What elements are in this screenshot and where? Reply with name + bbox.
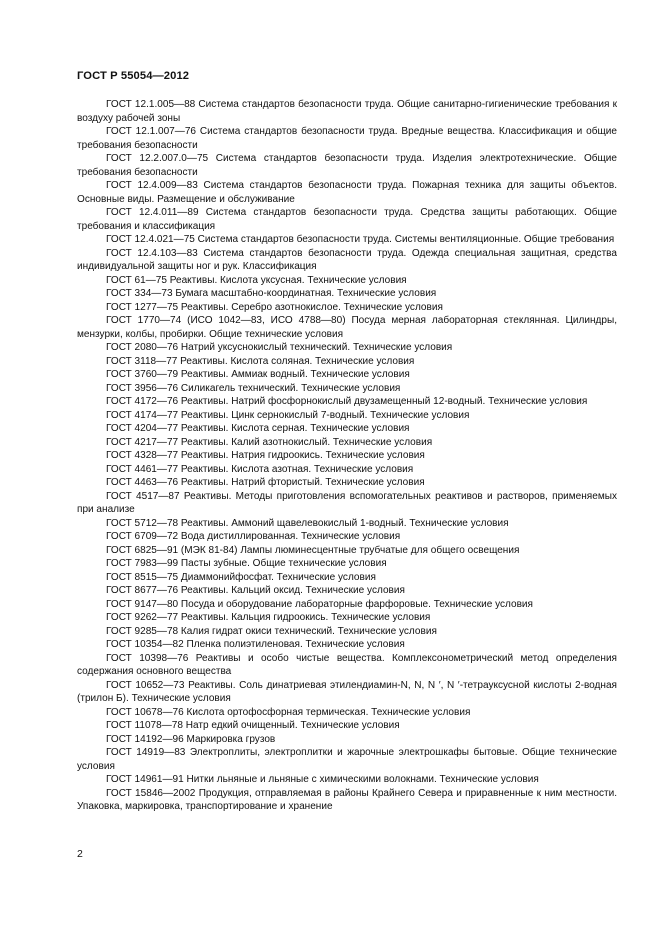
reference-item: ГОСТ 3956—76 Силикагель технический. Технические условия — [106, 382, 401, 394]
reference-item: ГОСТ 4461—77 Реактивы. Кислота азотная. Технические условия — [106, 463, 414, 475]
reference-item: ГОСТ 61—75 Реактивы. Кислота уксусная. Технические условия — [106, 274, 407, 286]
reference-item: ГОСТ 9262—77 Реактивы. Кальция гидроокись. Технические условия — [106, 612, 431, 623]
reference-item: ГОСТ 8515—75 Диаммонийфосфат. Технические условия — [106, 571, 376, 583]
page-number: 2 — [77, 848, 83, 860]
reference-item: ГОСТ 1277—75 Реактивы. Серебро азотнокислое. Технические условия — [106, 301, 443, 313]
reference-item: ГОСТ 5712—78 Реактивы. Аммоний щавелевокислый 1-водный. Технические условия — [106, 517, 509, 529]
reference-item: ГОСТ 12.4.021—75 Система стандартов безопасности труда. Системы вентиляционные. Общие требования — [106, 234, 615, 245]
reference-item: ГОСТ 4517—87 Реактивы. Методы приготовления вспомогательных реактивов и растворов, применяемых при анализе — [77, 490, 617, 515]
reference-item: ГОСТ 10398—76 Реактивы и особо чистые вещества. Комплексонометрический метод определения содержания основного вещества — [77, 652, 617, 677]
reference-item: ГОСТ 14192—96 Маркировка грузов — [106, 733, 276, 745]
reference-item: ГОСТ 14961—91 Нитки льняные и льняные с химическими волокнами. Технические условия — [106, 774, 539, 785]
reference-item: ГОСТ 15846—2002 Продукция, отправляемая в районы Крайнего Севера и приравненные к ним местности. Упаковка, маркировка, транспортирование и хранение — [77, 787, 617, 812]
reference-item: ГОСТ 9147—80 Посуда и оборудование лабораторные фарфоровые. Технические условия — [106, 598, 533, 610]
reference-item: ГОСТ 6709—72 Вода дистиллированная. Технические условия — [106, 531, 401, 542]
reference-item: ГОСТ 12.4.103—83 Система стандартов безопасности труда. Одежда специальная защитная, средства индивидуальной защиты ног и рук. Классификация — [77, 247, 617, 272]
reference-item: ГОСТ 6825—91 (МЭК 81-84) Лампы люминесцентные трубчатые для общего освещения — [106, 544, 520, 556]
reference-item: ГОСТ 3760—79 Реактивы. Аммиак водный. Технические условия — [106, 369, 410, 380]
reference-item: ГОСТ 4204—77 Реактивы. Кислота серная. Технические условия — [106, 423, 410, 434]
reference-item: ГОСТ 11078—78 Натр едкий очищенный. Технические условия — [106, 720, 400, 731]
reference-item: ГОСТ 10354—82 Пленка полиэтиленовая. Технические условия — [106, 639, 405, 650]
reference-item: ГОСТ 8677—76 Реактивы. Кальций оксид. Технические условия — [106, 585, 405, 596]
reference-item: ГОСТ 10652—73 Реактивы. Соль динатриевая этилендиамин-N, N, N ′, N ′-тетрауксусной кислоты 2-водная (трилон Б). Технические условия — [77, 679, 617, 704]
reference-item: ГОСТ 4174—77 Реактивы. Цинк сернокислый 7-водный. Технические условия — [106, 409, 470, 421]
reference-item: ГОСТ 4172—76 Реактивы. Натрий фосфорнокислый двузамещенный 12-водный. Технические условия — [106, 396, 588, 407]
reference-item: ГОСТ 12.4.009—83 Система стандартов безопасности труда. Пожарная техника для защиты объектов. Основные виды. Размещение и обслуживание — [77, 180, 617, 205]
reference-item: ГОСТ 334—73 Бумага масштабно-координатная. Технические условия — [106, 288, 437, 299]
reference-item: ГОСТ 10678—76 Кислота ортофосфорная термическая. Технические условия — [106, 706, 471, 718]
reference-item: ГОСТ 4328—77 Реактивы. Натрия гидроокись. Технические условия — [106, 450, 425, 461]
reference-item: ГОСТ 1770—74 (ИСО 1042—83, ИСО 4788—80) Посуда мерная лабораторная стеклянная. Цилиндры, мензурки, колбы, пробирки. Общие технические условия — [77, 315, 617, 340]
reference-item: ГОСТ 9285—78 Калия гидрат окиси технический. Технические условия — [106, 625, 437, 637]
reference-item: ГОСТ 2080—76 Натрий уксуснокислый технический. Технические условия — [106, 342, 453, 353]
reference-item: ГОСТ 4217—77 Реактивы. Калий азотнокислый. Технические условия — [106, 436, 433, 448]
reference-item: ГОСТ 3118—77 Реактивы. Кислота соляная. Технические условия — [106, 355, 415, 367]
reference-item: ГОСТ 7983—99 Пасты зубные. Общие технические условия — [106, 558, 387, 569]
normative-references-list — [77, 98, 617, 814]
reference-item: ГОСТ 12.1.005—88 Система стандартов безопасности труда. Общие санитарно-гигиенические требования к воздуху рабочей зоны — [77, 99, 617, 124]
page-header-title: ГОСТ Р 55054—2012 — [77, 70, 190, 82]
reference-item: ГОСТ 14919—83 Электроплиты, электроплитки и жарочные электрошкафы бытовые. Общие технические условия — [77, 747, 617, 772]
reference-item: ГОСТ 4463—76 Реактивы. Натрий фтористый. Технические условия — [106, 477, 425, 488]
reference-item: ГОСТ 12.4.011—89 Система стандартов безопасности труда. Средства защиты работающих. Общие требования и классификация — [77, 207, 617, 232]
reference-item: ГОСТ 12.2.007.0—75 Система стандартов безопасности труда. Изделия электротехнические. Общие требования безопасности — [77, 153, 617, 178]
reference-item: ГОСТ 12.1.007—76 Система стандартов безопасности труда. Вредные вещества. Классификация и общие требования безопасности — [77, 126, 617, 151]
